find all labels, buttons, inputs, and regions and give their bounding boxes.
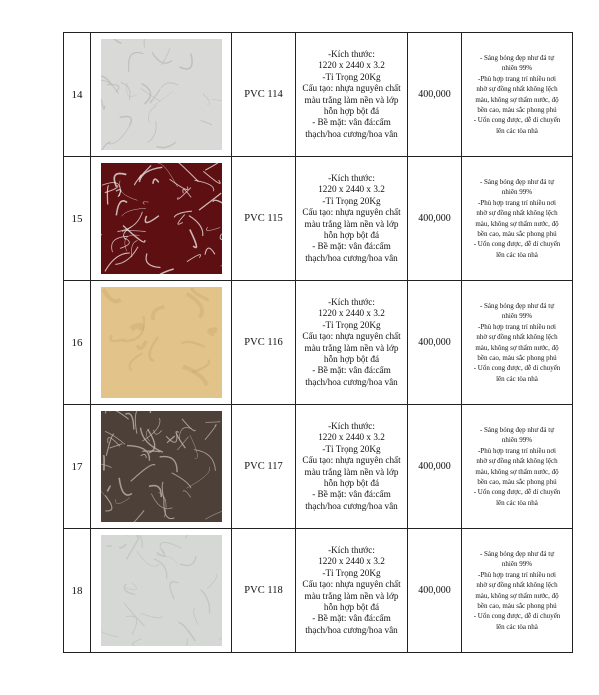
features-cell (462, 405, 573, 529)
feature-line: - Sáng bóng đẹp như đá tự (479, 425, 555, 434)
feature-line: nhờ sự đồng nhất không lệch (476, 85, 558, 94)
feature-line: -Phù hợp trang trí nhiều nơi (478, 570, 556, 579)
specification-line: thạch/hoa cương/hoa vân (305, 624, 398, 635)
feature-line: - Uốn cong được, dễ di chuyển (473, 240, 561, 249)
specification-line: màu trắng làm nền và lớp (304, 218, 399, 229)
product-code: PVC 115 (232, 157, 296, 281)
marble-swatch-image (101, 163, 222, 274)
specification-line: -Kích thước: (328, 172, 375, 183)
table-row (64, 281, 573, 405)
specification-line: - Bề mặt: vân đá:cẩm (312, 241, 391, 252)
specification-line: - Bề mặt: vân đá:cẩm (312, 365, 391, 376)
feature-line: nhờ sự đồng nhất không lệch (476, 457, 558, 466)
specification-line: -Kích thước: (328, 296, 375, 307)
specification-line: Cấu tạo: nhựa nguyên chất (302, 579, 401, 590)
product-table (63, 32, 573, 653)
product-code: PVC 118 (232, 529, 296, 653)
feature-line: nhiên 99% (501, 436, 533, 445)
image-cell (91, 529, 232, 653)
marble-swatch-image (101, 411, 222, 522)
table-row (64, 157, 573, 281)
feature-line: - Uốn cong được, dễ di chuyển (473, 488, 561, 497)
specification-line: màu trắng làm nền và lớp (304, 466, 399, 477)
feature-line: - Uốn cong được, dễ di chuyển (473, 116, 561, 125)
feature-line: -Phù hợp trang trí nhiều nơi (478, 198, 556, 207)
feature-line: nhiên 99% (501, 312, 533, 321)
feature-line: màu, không sợ thấm nước, độ (475, 219, 559, 228)
specification-line: Cấu tạo: nhựa nguyên chất (302, 207, 401, 218)
feature-line: nhờ sự đồng nhất không lệch (476, 581, 558, 590)
feature-line: màu, không sợ thấm nước, độ (475, 343, 559, 352)
image-cell (91, 405, 232, 529)
row-number: 16 (64, 281, 91, 405)
feature-line: nhiên 99% (501, 64, 533, 73)
feature-line: - Sáng bóng đẹp như đá tự (479, 549, 555, 558)
image-cell (91, 33, 232, 157)
specification-line: 1220 x 2440 x 3.2 (318, 556, 385, 567)
price: 400,000 (408, 281, 462, 405)
specification-line: màu trắng làm nền và lớp (304, 590, 399, 601)
feature-line: lên các tòa nhà (496, 126, 538, 135)
features-cell (462, 157, 573, 281)
specification-cell (296, 157, 408, 281)
specification-line: -Tỉ Trọng 20Kg (322, 567, 381, 578)
table-row (64, 33, 573, 157)
price: 400,000 (408, 405, 462, 529)
specification-cell (296, 281, 408, 405)
features-cell (462, 33, 573, 157)
product-code: PVC 117 (232, 405, 296, 529)
marble-swatch-image (101, 287, 222, 398)
feature-line: -Phù hợp trang trí nhiều nơi (478, 446, 556, 455)
feature-line: bền cao, màu sắc phong phú (477, 229, 557, 238)
feature-line: nhiên 99% (501, 560, 533, 569)
product-code: PVC 114 (232, 33, 296, 157)
specification-line: thạch/hoa cương/hoa vân (305, 128, 398, 139)
specification-line: hỗn hợp bột đá (323, 477, 380, 488)
feature-line: lên các tòa nhà (496, 622, 538, 631)
feature-line: nhờ sự đồng nhất không lệch (476, 209, 558, 218)
specification-cell (296, 33, 408, 157)
feature-line: - Uốn cong được, dễ di chuyển (473, 364, 561, 373)
feature-line: bền cao, màu sắc phong phú (477, 601, 557, 610)
specification-line: hỗn hợp bột đá (323, 353, 380, 364)
specification-line: Cấu tạo: nhựa nguyên chất (302, 455, 401, 466)
feature-line: nhờ sự đồng nhất không lệch (476, 333, 558, 342)
specification-line: 1220 x 2440 x 3.2 (318, 432, 385, 443)
row-number: 14 (64, 33, 91, 157)
feature-line: - Sáng bóng đẹp như đá tự (479, 177, 555, 186)
specification-line: màu trắng làm nền và lớp (304, 342, 399, 353)
price: 400,000 (408, 529, 462, 653)
feature-line: lên các tòa nhà (496, 374, 538, 383)
specification-line: -Kích thước: (328, 48, 375, 59)
product-code: PVC 116 (232, 281, 296, 405)
specification-cell (296, 529, 408, 653)
image-cell (91, 281, 232, 405)
specification-line: hỗn hợp bột đá (323, 601, 380, 612)
marble-swatch-image (101, 39, 222, 150)
specification-line: - Bề mặt: vân đá:cẩm (312, 489, 391, 500)
specification-line: - Bề mặt: vân đá:cẩm (312, 117, 391, 128)
feature-line: bền cao, màu sắc phong phú (477, 477, 557, 486)
feature-line: - Sáng bóng đẹp như đá tự (479, 53, 555, 62)
specification-line: -Tỉ Trọng 20Kg (322, 195, 381, 206)
table-row (64, 529, 573, 653)
specification-line: Cấu tạo: nhựa nguyên chất (302, 331, 401, 342)
feature-line: - Uốn cong được, dễ di chuyển (473, 612, 561, 621)
feature-line: lên các tòa nhà (496, 498, 538, 507)
features-cell (462, 281, 573, 405)
marble-swatch-image (101, 535, 222, 646)
feature-line: bền cao, màu sắc phong phú (477, 353, 557, 362)
specification-line: Cấu tạo: nhựa nguyên chất (302, 83, 401, 94)
specification-line: thạch/hoa cương/hoa vân (305, 500, 398, 511)
specification-line: -Kích thước: (328, 420, 375, 431)
feature-line: lên các tòa nhà (496, 250, 538, 259)
specification-line: thạch/hoa cương/hoa vân (305, 252, 398, 263)
specification-line: hỗn hợp bột đá (323, 229, 380, 240)
feature-line: - Sáng bóng đẹp như đá tự (479, 301, 555, 310)
row-number: 17 (64, 405, 91, 529)
feature-line: màu, không sợ thấm nước, độ (475, 95, 559, 104)
specification-line: -Tỉ Trọng 20Kg (322, 319, 381, 330)
specification-cell (296, 405, 408, 529)
feature-line: bền cao, màu sắc phong phú (477, 105, 557, 114)
specification-line: -Tỉ Trọng 20Kg (322, 71, 381, 82)
feature-line: -Phù hợp trang trí nhiều nơi (478, 322, 556, 331)
feature-line: -Phù hợp trang trí nhiều nơi (478, 74, 556, 83)
specification-line: - Bề mặt: vân đá:cẩm (312, 613, 391, 624)
table-row (64, 405, 573, 529)
specification-line: 1220 x 2440 x 3.2 (318, 308, 385, 319)
feature-line: nhiên 99% (501, 188, 533, 197)
specification-line: -Kích thước: (328, 544, 375, 555)
row-number: 18 (64, 529, 91, 653)
features-cell (462, 529, 573, 653)
row-number: 15 (64, 157, 91, 281)
image-cell (91, 157, 232, 281)
specification-line: -Tỉ Trọng 20Kg (322, 443, 381, 454)
price: 400,000 (408, 33, 462, 157)
product-table-body (64, 33, 573, 653)
price: 400,000 (408, 157, 462, 281)
specification-line: 1220 x 2440 x 3.2 (318, 184, 385, 195)
specification-line: 1220 x 2440 x 3.2 (318, 60, 385, 71)
specification-line: thạch/hoa cương/hoa vân (305, 376, 398, 387)
specification-line: màu trắng làm nền và lớp (304, 94, 399, 105)
feature-line: màu, không sợ thấm nước, độ (475, 591, 559, 600)
feature-line: màu, không sợ thấm nước, độ (475, 467, 559, 476)
specification-line: hỗn hợp bột đá (323, 105, 380, 116)
